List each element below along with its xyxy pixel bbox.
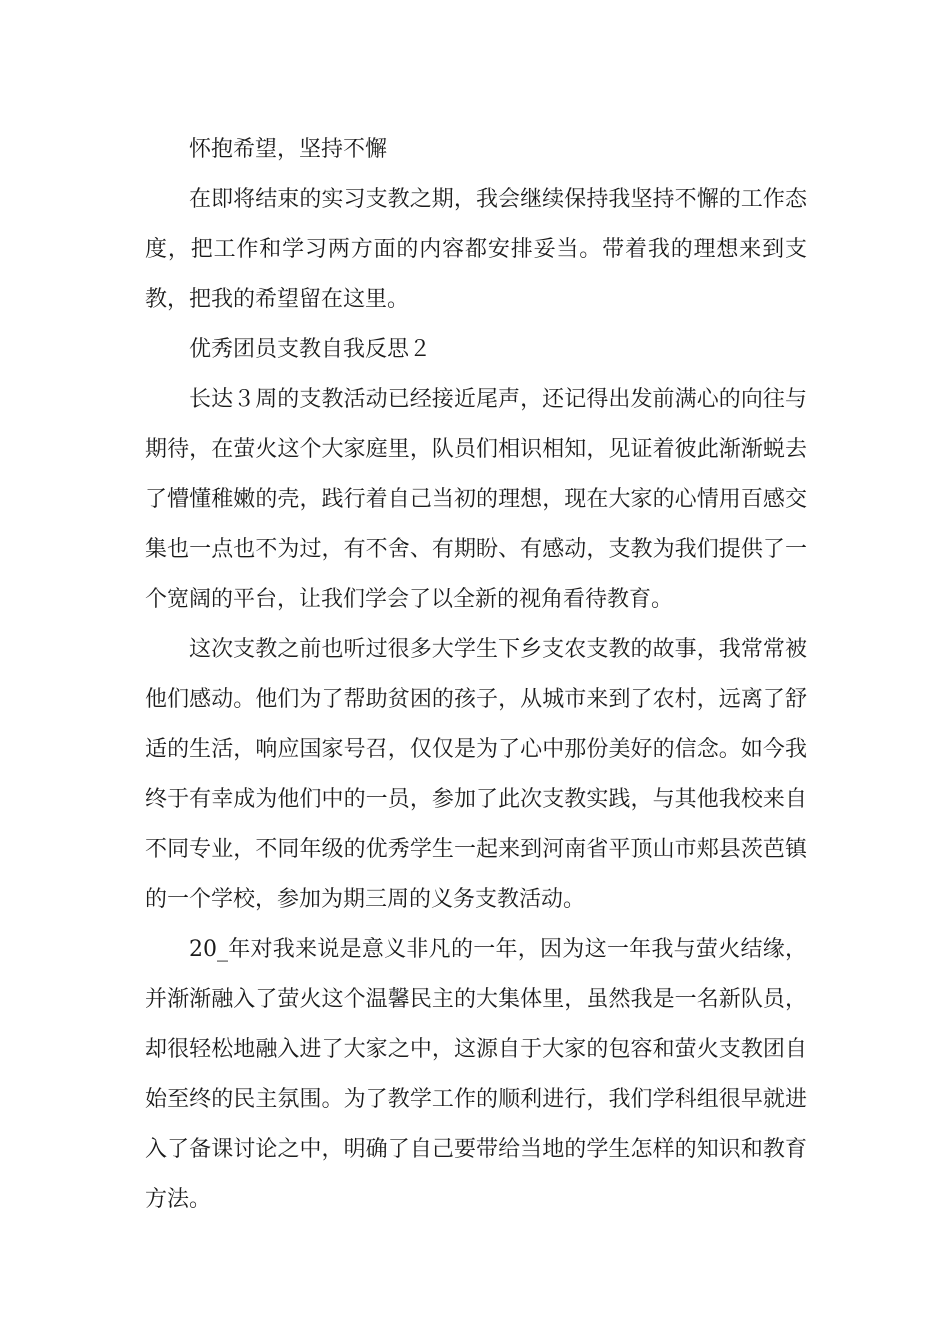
paragraph-text: 长达３周的支教活动已经接近尾声，还记得出发前满心的向往与期待，在萤火这个大家庭里，队员们相识相知，见证着彼此渐渐蜕去了懵懂稚嫩的壳，践行着自己当初的理想，现在大家的心情用百感交集也一点也不为过，有不舍、有期盼、有感动，支教为我们提供了一个宽阔的平台，让我们学会了以全新的视角看待教育。 <box>145 387 807 612</box>
section-heading-reflection-2: 优秀团员支教自我反思２ <box>189 337 432 362</box>
section-heading-hope: 怀抱希望，坚持不懈 <box>189 137 388 162</box>
paragraph-text: 在即将结束的实习支教之期，我会继续保持我坚持不懈的工作态度，把工作和学习两方面的内容都安排妥当。带着我的理想来到支教，把我的希望留在这里。 <box>145 187 807 312</box>
paragraph-text: 这次支教之前也听过很多大学生下乡支农支教的故事，我常常被他们感动。他们为了帮助贫困的孩子，从城市来到了农村，远离了舒适的生活，响应国家号召，仅仅是为了心中那份美好的信念。如今我终于有幸成为他们中的一员，参加了此次支教实践，与其他我校来自不同专业，不同年级的优秀学生一起来到河南省平顶山市郏县茨芭镇的一个学校，参加为期三周的义务支教活动。 <box>145 637 807 912</box>
document-body <box>145 125 807 1225</box>
paragraph-text: 20_年对我来说是意义非凡的一年，因为这一年我与萤火结缘，并渐渐融入了萤火这个温馨民主的大集体里，虽然我是一名新队员，却很轻松地融入进了大家之中，这源自于大家的包容和萤火支教团自始至终的民主氛围。为了教学工作的顺利进行，我们学科组很早就进入了备课讨论之中，明确了自己要带给当地的学生怎样的知识和教育方法。 <box>145 937 807 1212</box>
